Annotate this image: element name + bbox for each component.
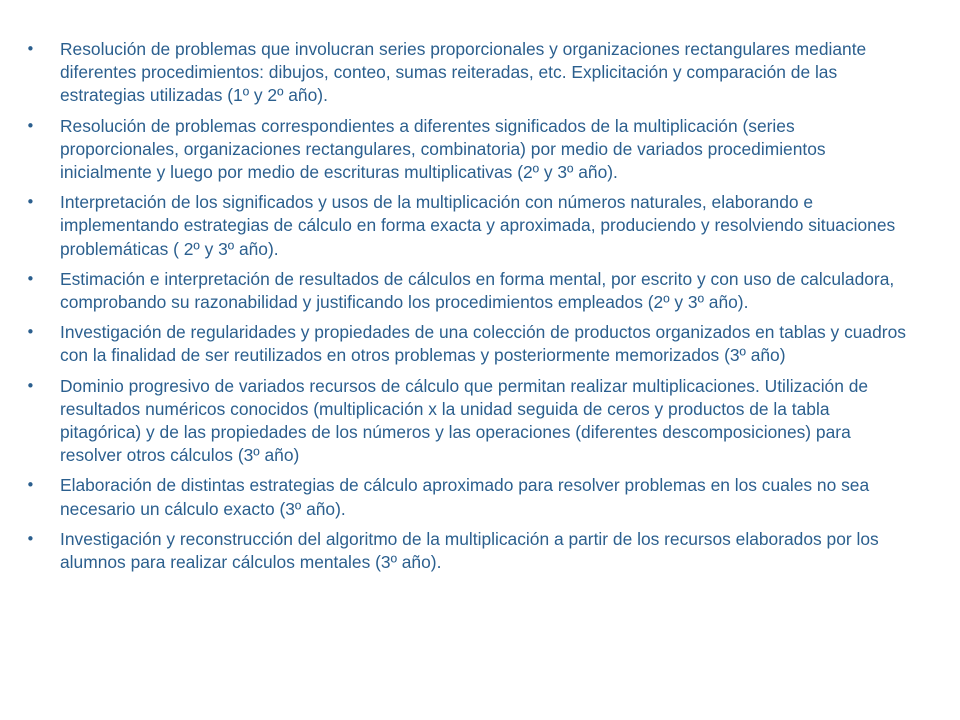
bullet-text: Investigación y reconstrucción del algoritmo de la multiplicación a partir de los recursos elaborados por los alumnos para realizar cálculos mentales (3º año). (60, 528, 879, 573)
bullet-text: Dominio progresivo de variados recursos de cálculo que permitan realizar multiplicaciones. Utilización de resultados numéricos conocidos (multiplicación x la unidad seguida de ceros y productos de la tabla pitagórica) y de las propiedades de los números y las operaciones (diferentes descomposiciones) para resolver otros cálculos (3º año) (60, 375, 869, 466)
bullet-dot-icon: • (26, 376, 35, 395)
bullet-item-6 (26, 375, 906, 468)
bullet-text: Resolución de problemas que involucran series proporcionales y organizaciones rectangulares mediante diferentes procedimientos: dibujos, conteo, sumas reiteradas, etc. Explicitación y comparación de las estrategias utilizadas (1º y 2º año). (60, 39, 867, 106)
bullet-dot-icon: • (26, 116, 35, 135)
bullet-item-1 (26, 38, 906, 108)
bullet-text: Investigación de regularidades y propiedades de una colección de productos organizados en tablas y cuadros con la finalidad de ser reutilizados en otros problemas y posteriormente memorizados (3º año) (60, 322, 906, 366)
bullet-dot-icon: • (26, 269, 35, 288)
bullet-item-4 (26, 268, 906, 314)
bullet-item-8 (26, 528, 906, 574)
bullet-text: Resolución de problemas correspondientes a diferentes significados de la multiplicación (series proporcionales, organizaciones rectangulares, combinatoria) por medio de variados procedimientos inicialmente y luego por medio de escrituras multiplicativas (2º y 3º año). (60, 115, 826, 183)
bullet-dot-icon: • (26, 40, 35, 58)
bullet-dot-icon: • (26, 476, 35, 495)
bullet-dot-icon: • (26, 323, 35, 342)
bullet-list (26, 38, 906, 581)
bullet-dot-icon: • (26, 193, 35, 212)
bullet-item-2 (26, 115, 906, 185)
bullet-item-5 (26, 321, 906, 367)
bullet-item-7 (26, 474, 906, 520)
bullet-text: Interpretación de los significados y usos de la multiplicación con números naturales, elaborando e implementando estrategias de cálculo en forma exacta y aproximada, produciendo y resolviendo situaciones problemáticas ( 2º y 3º año). (60, 192, 896, 259)
bullet-item-3 (26, 191, 906, 261)
bullet-dot-icon: • (26, 529, 35, 548)
bullet-text: Elaboración de distintas estrategias de cálculo aproximado para resolver problemas en los cuales no sea necesario un cálculo exacto (3º año). (60, 475, 870, 519)
bullet-text: Estimación e interpretación de resultados de cálculos en forma mental, por escrito y con uso de calculadora, comprobando su razonabilidad y justificando los procedimientos empleados (2º y 3º año). (60, 268, 895, 313)
